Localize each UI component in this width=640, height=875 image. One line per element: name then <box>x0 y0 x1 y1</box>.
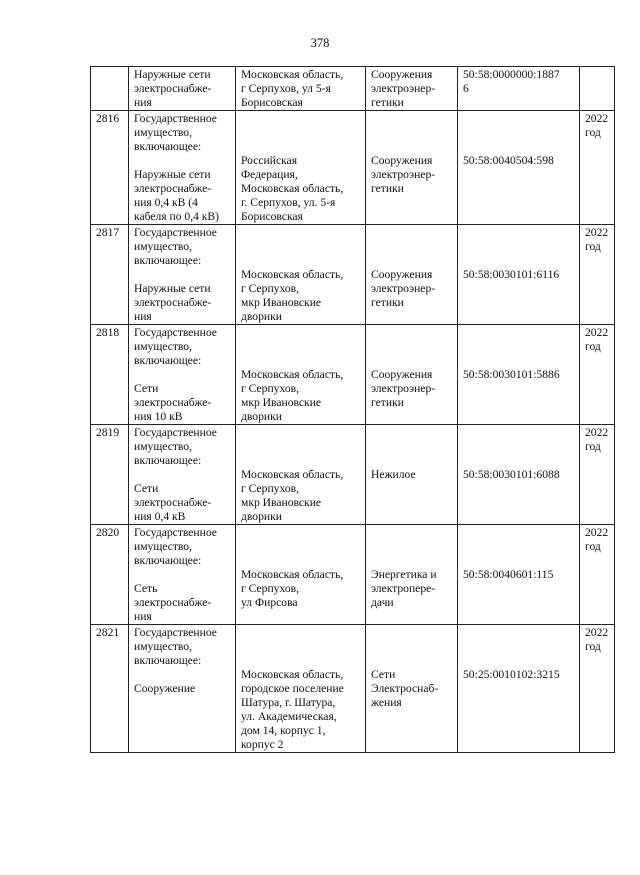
address-cell <box>236 225 366 325</box>
group-label: Государственное имущество, включающее: <box>134 426 217 467</box>
year-cell: 2022 год <box>580 225 615 325</box>
year-cell: 2022 год <box>580 425 615 525</box>
cadastral-number-cell: 50:58:0000000:1887 6 <box>458 67 580 111</box>
address-cell <box>236 525 366 625</box>
address-cell <box>236 111 366 225</box>
row-number-cell: 2820 <box>91 525 129 625</box>
year-cell: 2022 год <box>580 625 615 753</box>
object-name-cell <box>129 111 236 225</box>
address-text: Московская область, городское поселение Шатура, г. Шатура, ул. Академическая, дом 14, корпус 1, корпус 2 <box>241 668 344 751</box>
cadastral-number-text: 50:25:0010102:3215 <box>463 668 560 681</box>
address-text: Московская область, г Серпухов, мкр Ивановские дворики <box>241 268 344 323</box>
group-label: Государственное имущество, включающее: <box>134 226 217 267</box>
year-cell: 2022 год <box>580 325 615 425</box>
object-name-cell <box>129 425 236 525</box>
year-cell: 2022 год <box>580 111 615 225</box>
object-type-cell <box>366 225 458 325</box>
object-name: Сети электроснабже- ния 10 кВ <box>134 382 212 423</box>
object-name-cell <box>129 225 236 325</box>
table-row <box>91 325 615 425</box>
cadastral-number-text: 50:58:0040504:598 <box>463 154 554 167</box>
object-name-cell <box>129 625 236 753</box>
object-name-cell: Наружные сети электроснабже- ния <box>129 67 236 111</box>
group-label: Государственное имущество, включающее: <box>134 112 217 153</box>
object-type-cell <box>366 111 458 225</box>
address-cell: Московская область, г Серпухов, ул 5-я Борисовская <box>236 67 366 111</box>
cadastral-number-text: 50:58:0030101:6088 <box>463 468 560 481</box>
row-number-cell: 2819 <box>91 425 129 525</box>
object-type-text: Сети Электроснаб- жения <box>371 668 439 709</box>
object-type-cell <box>366 525 458 625</box>
address-text: Московская область, г Серпухов, мкр Ивановские дворики <box>241 368 344 423</box>
cadastral-number-cell <box>458 425 580 525</box>
row-number-cell <box>91 67 129 111</box>
cadastral-number-text: 50:58:0040601:115 <box>463 568 554 581</box>
object-type-cell <box>366 425 458 525</box>
table-row <box>91 525 615 625</box>
object-type-text: Нежилое <box>371 468 416 481</box>
object-type-text: Сооружения электроэнер- гетики <box>371 368 436 409</box>
address-cell <box>236 325 366 425</box>
cadastral-number-cell <box>458 225 580 325</box>
cadastral-number-text: 50:58:0030101:5886 <box>463 368 560 381</box>
cadastral-number-text: 50:58:0030101:6116 <box>463 268 560 281</box>
property-registry-table <box>90 66 615 753</box>
group-label: Государственное имущество, включающее: <box>134 626 217 667</box>
object-name-cell <box>129 325 236 425</box>
group-label: Государственное имущество, включающее: <box>134 526 217 567</box>
row-number-cell: 2816 <box>91 111 129 225</box>
row-number-cell: 2817 <box>91 225 129 325</box>
object-type-cell: Сооружения электроэнер- гетики <box>366 67 458 111</box>
object-name: Сети электроснабже- ния 0,4 кВ <box>134 482 212 523</box>
object-type-text: Сооружения электроэнер- гетики <box>371 154 436 195</box>
object-type-cell <box>366 325 458 425</box>
object-name-cell <box>129 525 236 625</box>
object-name: Сооружение <box>134 682 196 695</box>
cadastral-number-cell <box>458 111 580 225</box>
cadastral-number-cell <box>458 625 580 753</box>
address-cell <box>236 625 366 753</box>
table-row <box>91 625 615 753</box>
year-cell: 2022 год <box>580 525 615 625</box>
cadastral-number-cell <box>458 325 580 425</box>
table-row-continuation <box>91 67 615 111</box>
object-type-text: Сооружения электроэнер- гетики <box>371 268 436 309</box>
address-text: Московская область, г Серпухов, мкр Ивановские дворики <box>241 468 344 523</box>
page-number: 378 <box>310 36 330 50</box>
year-cell <box>580 67 615 111</box>
table-row <box>91 225 615 325</box>
address-text: Московская область, г Серпухов, ул Фирсова <box>241 568 344 609</box>
object-name: Наружные сети электроснабже- ния <box>134 282 212 323</box>
address-cell <box>236 425 366 525</box>
object-name: Сеть электроснабже- ния <box>134 582 212 623</box>
cadastral-number-cell <box>458 525 580 625</box>
table-row <box>91 425 615 525</box>
row-number-cell: 2821 <box>91 625 129 753</box>
address-text: Российская Федерация, Московская область, г. Серпухов, ул. 5-я Борисовская <box>241 154 344 223</box>
object-name: Наружные сети электроснабже- ния 0,4 кВ (4 кабеля по 0,4 кВ) <box>134 168 220 223</box>
table-row <box>91 111 615 225</box>
object-type-text: Энергетика и электропере- дачи <box>371 568 437 609</box>
row-number-cell: 2818 <box>91 325 129 425</box>
group-label: Государственное имущество, включающее: <box>134 326 217 367</box>
object-type-cell <box>366 625 458 753</box>
